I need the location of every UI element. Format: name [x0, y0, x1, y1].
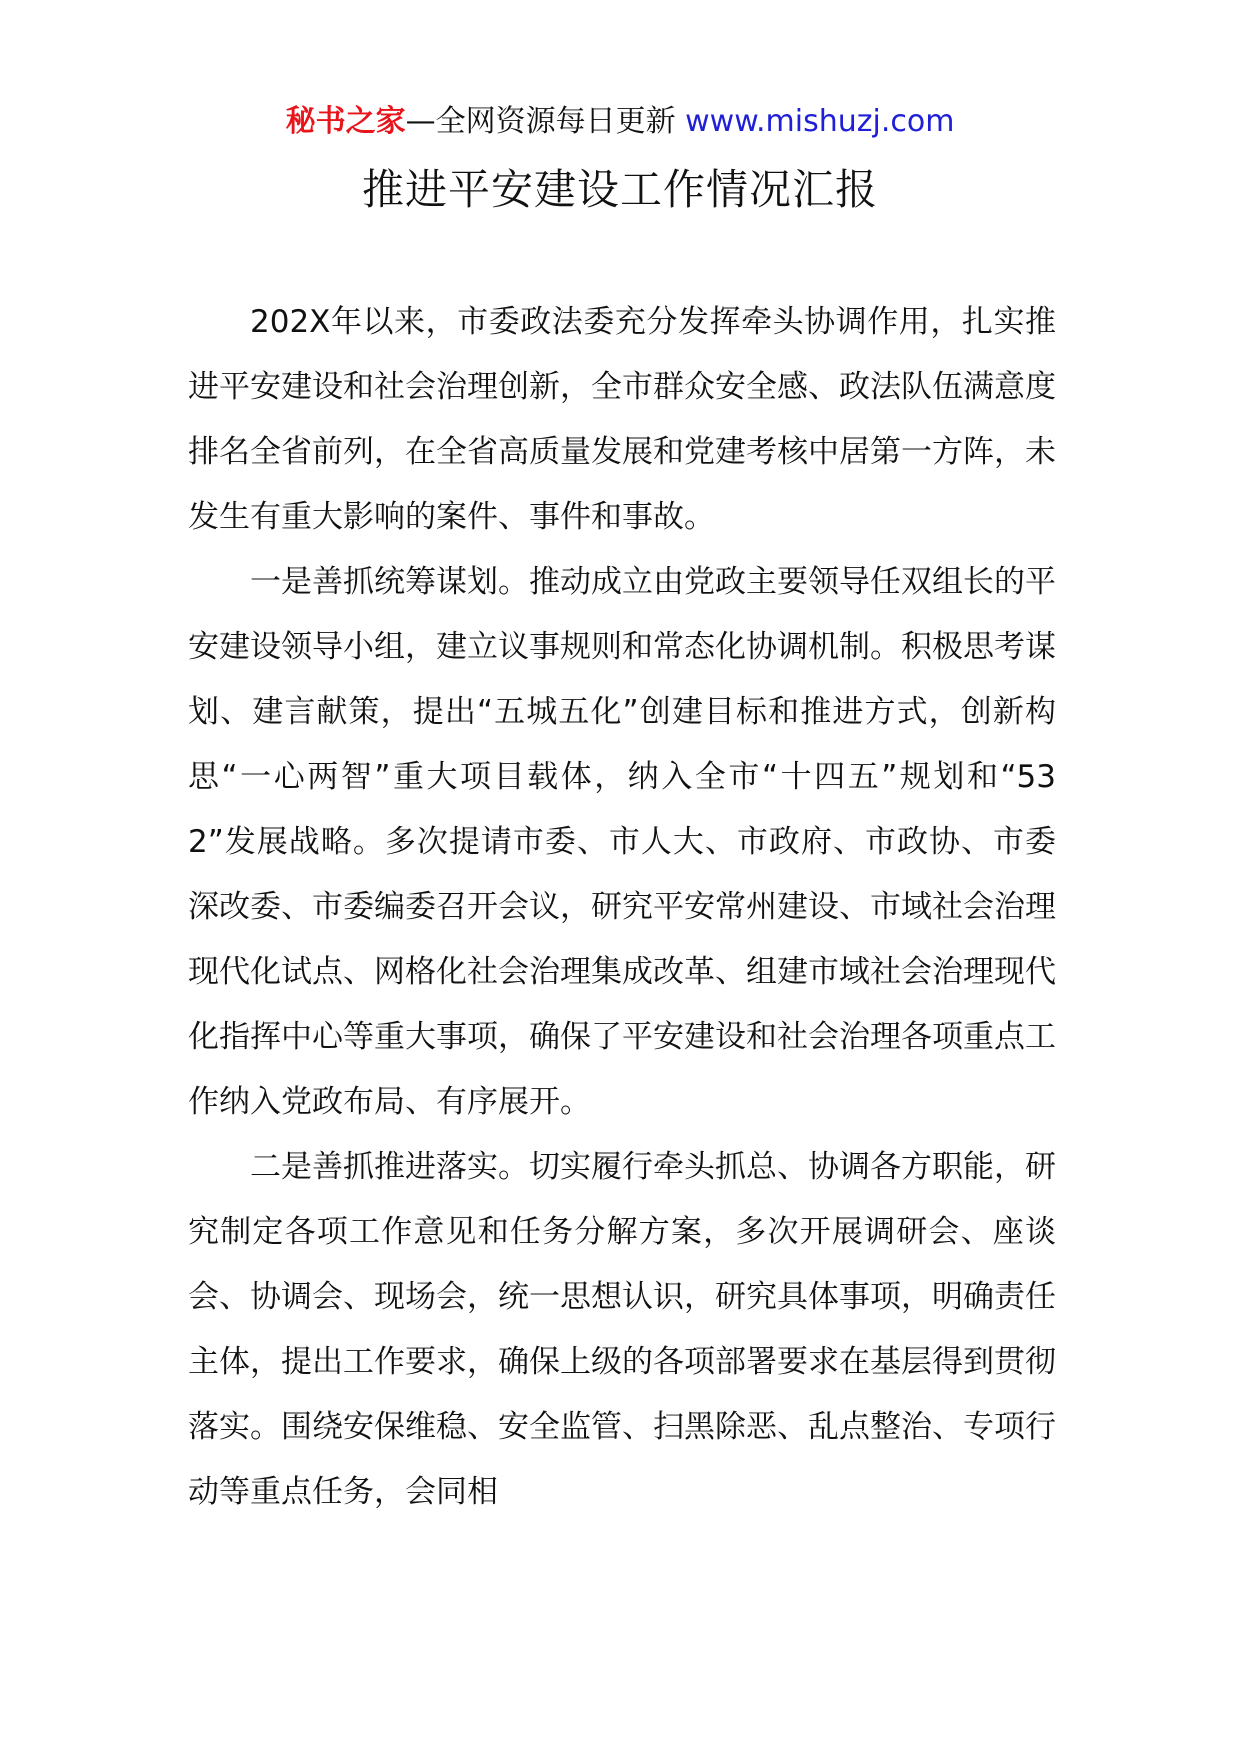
banner-tagline: —全网资源每日更新 — [405, 104, 686, 139]
site-url-link[interactable]: www.mishuzj.com — [685, 104, 955, 139]
brand-name: 秘书之家 — [285, 104, 406, 139]
document-body — [188, 290, 1056, 1525]
document-title: 推进平安建设工作情况汇报 — [361, 165, 878, 214]
paragraph-implementation: 二是善抓推进落实。切实履行牵头抓总、协调各方职能，研究制定各项工作意见和任务分解方案，多次开展调研会、座谈会、协调会、现场会，统一思想认识，研究具体事项，明确责任主体，提出工作要求，确保上级的各项部署要求在基层得到贯彻落实。围绕安保维稳、安全监管、扫黑除恶、乱点整治、专项行动等重点任务，会同相 — [188, 1149, 1056, 1510]
paragraph-planning: 一是善抓统筹谋划。推动成立由党政主要领导任双组长的平安建设领导小组，建立议事规则和常态化协调机制。积极思考谋划、建言献策，提出“五城五化”创建目标和推进方式，创新构思“一心两智”重大项目载体，纳入全市“十四五”规划和“532”发展战略。多次提请市委、市人大、市政府、市政协、市委深改委、市委编委召开会议，研究平安常州建设、市域社会治理现代化试点、网格化社会治理集成改革、组建市域社会治理现代化指挥中心等重大事项，确保了平安建设和社会治理各项重点工作纳入党政布局、有序展开。 — [188, 564, 1056, 1120]
site-banner — [0, 102, 1240, 142]
paragraph-intro: 202X年以来，市委政法委充分发挥牵头协调作用，扎实推进平安建设和社会治理创新，全市群众安全感、政法队伍满意度排名全省前列，在全省高质量发展和党建考核中居第一方阵，未发生有重大影响的案件、事件和事故。 — [188, 304, 1056, 535]
